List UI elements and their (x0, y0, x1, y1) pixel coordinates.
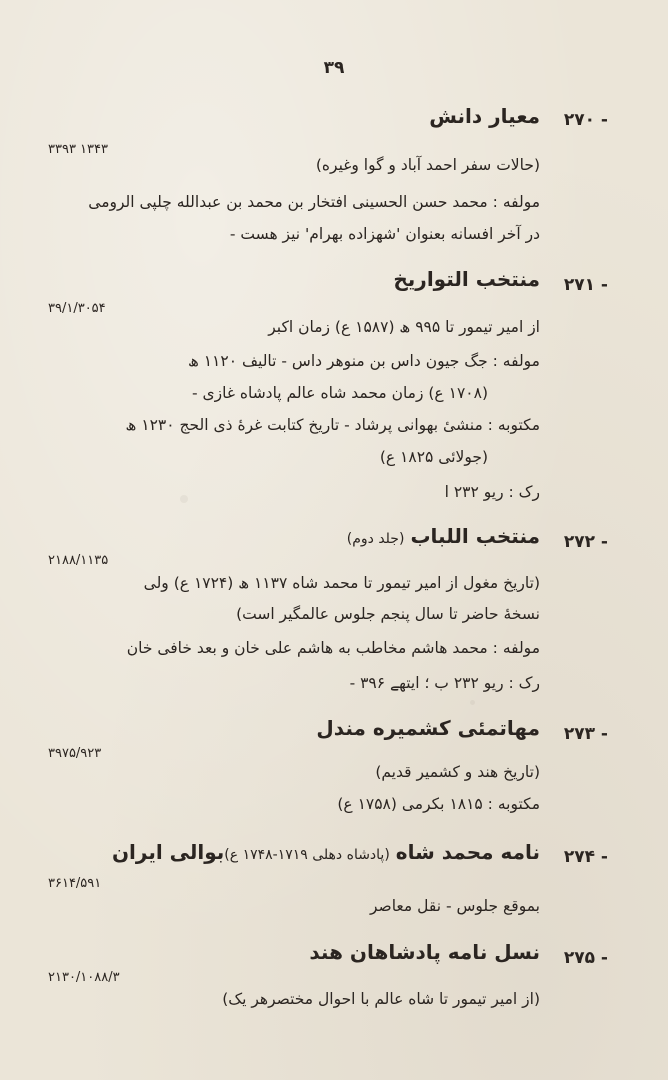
entry-line: مکتوبه : منشیٔ بهوانی پرشاد - تاریخ کتابت غرهٔ ذی الحج ۱۲۳۰ ھ (125, 416, 540, 434)
entry-number: ۲۷۴ - (563, 847, 608, 867)
page-number: ۳۹ (323, 58, 345, 78)
entry-title: منتخب التواریخ (393, 267, 540, 291)
entry-line: (تاریخ هند و کشمیر قدیم) (375, 763, 540, 781)
entry-number: ۲۷۳ - (563, 724, 608, 744)
entry-line: رک : ریو ۲۳۲ ب ؛ ایتهے ۳۹۶ - (349, 674, 540, 692)
entry-line: مکتوبه : ۱۸۱۵ بکرمی (۱۷۵۸ ع) (337, 795, 540, 813)
entry-title: نسل نامه پادشاهان هند (309, 940, 540, 964)
paper-speck (470, 700, 475, 705)
paper-speck (180, 495, 188, 503)
catalog-code: ۲۱۳۰/۱۰۸۸/۳ (48, 970, 120, 985)
entry-line: رک : ریو ۲۳۲ ا (444, 483, 540, 501)
entry-line: (جولائی ۱۸۲۵ ع) (379, 448, 488, 466)
entry-title: معیار دانش (429, 104, 540, 128)
entry-title: مهاتمئی کشمیره مندل (316, 716, 540, 740)
catalog-code: ۳۳۹۳ ۱۳۴۳ (48, 142, 108, 157)
entry-line: از امیر تیمور تا ۹۹۵ ھ (۱۵۸۷ ع) زمان اکبر (268, 318, 540, 336)
entry-title (347, 524, 540, 548)
entry-line: نسخهٔ حاضر تا سال پنجم جلوس عالمگیر است) (236, 605, 540, 623)
entry-title-sub: (جلد دوم) (346, 531, 405, 547)
entry-line: مولفه : جگ جیون داس بن منوهر داس - تالیف ۱۱۲۰ ھ (187, 352, 540, 370)
entry-number: ۲۷۱ - (563, 275, 608, 295)
entry-line: (از امیر تیمور تا شاه عالم با احوال مختصرهر یک) (222, 990, 540, 1008)
entry-number: ۲۷۲ - (563, 532, 608, 552)
entry-line: (حالات سفر احمد آباد و گوا وغیره) (315, 156, 540, 174)
entry-title (112, 840, 540, 864)
entry-title-sub: (پادشاه دهلی ۱۷۱۹-۱۷۴۸ ع) (224, 847, 390, 863)
entry-line: در آخر افسانه بعنوان 'شهزاده بهرام' نیز هست - (229, 225, 540, 243)
entry-number: ۲۷۰ - (563, 110, 608, 130)
entry-title-main: نامه محمد شاه (395, 840, 540, 864)
catalog-code: ۳۹۷۵/۹۲۳ (48, 746, 102, 761)
catalog-code: ۲۱۸۸/۱۱۳۵ (48, 553, 109, 568)
entry-line: مولفه : محمد هاشم مخاطب به هاشم علی خان و بعد خافی خان (126, 639, 540, 657)
entry-line: (۱۷۰۸ ع) زمان محمد شاه عالم پادشاه غازی - (191, 384, 488, 402)
entry-number: ۲۷۵ - (563, 948, 608, 968)
entry-line: بموقع جلوس - نقل معاصر (370, 897, 540, 915)
entry-title-main: منتخب اللباب (410, 524, 540, 548)
entry-line: مولفه : محمد حسن الحسینی افتخار بن محمد بن عبدالله چلپی الرومی (88, 193, 540, 211)
entry-title-tail: بوالی ایران (111, 840, 225, 864)
entry-line: (تاریخ مغول از امیر تیمور تا محمد شاه ۱۱۳۷ ھ (۱۷۲۴ ع) ولی (143, 574, 540, 592)
catalog-code: ۳۶۱۴/۵۹۱ (48, 876, 102, 891)
catalog-code: ۳۹/۱/۳۰۵۴ (48, 301, 106, 316)
